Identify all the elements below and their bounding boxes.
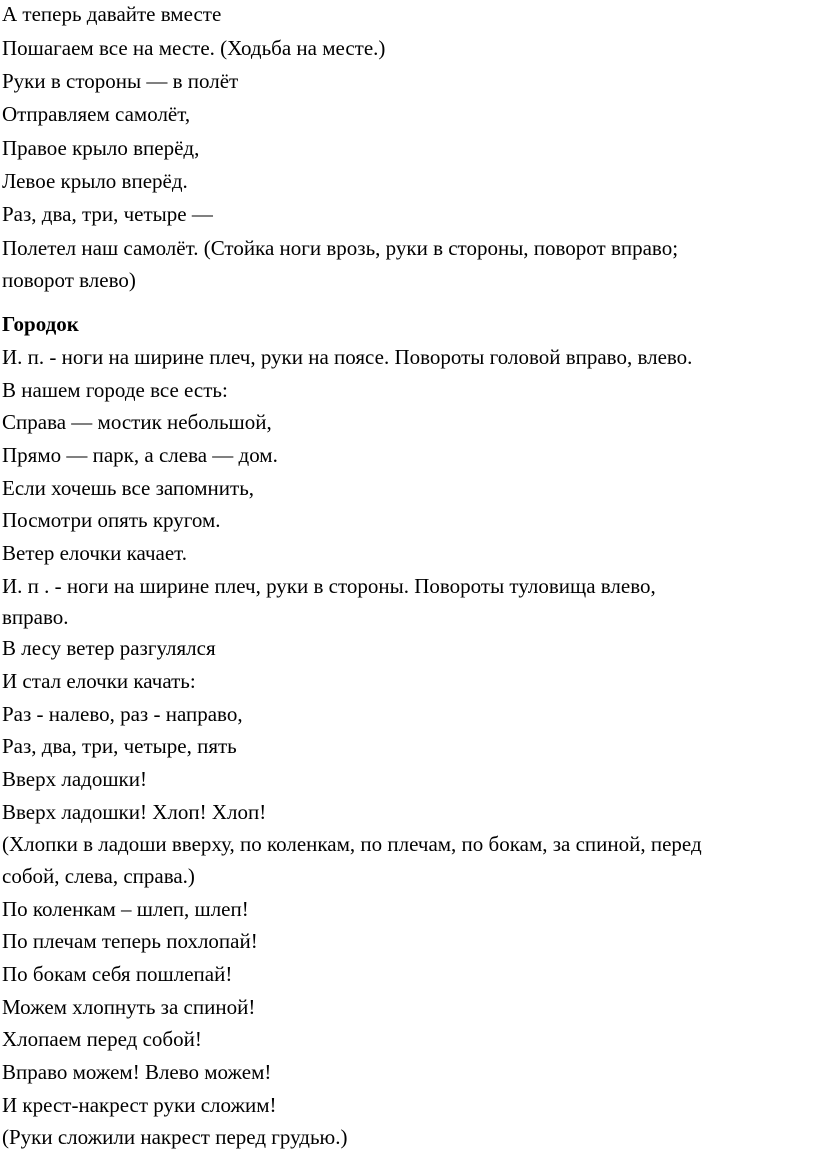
text-line: Посмотри опять кругом. (2, 508, 221, 532)
text-line: Прямо — парк, а слева — дом. (2, 443, 278, 467)
text-line: поворот влево) (2, 268, 136, 292)
text-line: Руки в стороны — в полёт (2, 69, 239, 93)
text-line: Можем хлопнуть за спиной! (2, 995, 256, 1019)
text-line: Правое крыло вперёд, (2, 136, 200, 160)
text-line: И крест-накрест руки сложим! (2, 1093, 277, 1117)
text-line: Пошагаем все на месте. (Ходьба на месте.) (2, 36, 386, 60)
text-line: (Хлопки в ладоши вверху, по коленкам, по плечам, по бокам, за спиной, перед (2, 832, 702, 856)
text-line: Ветер елочки качает. (2, 541, 188, 565)
text-line: Раз - налево, раз - направо, (2, 702, 243, 726)
text-line: И. п. - ноги на ширине плеч, руки на поясе. Повороты головой вправо, влево. (2, 345, 693, 369)
text-line: Полетел наш самолёт. (Стойка ноги врозь, руки в стороны, поворот вправо; (2, 236, 679, 260)
text-line: вправо. (2, 605, 69, 629)
text-line: По плечам теперь похлопай! (2, 929, 258, 953)
text-line: А теперь давайте вместе (2, 2, 222, 26)
text-line: Раз, два, три, четыре — (2, 202, 213, 226)
text-line: И. п . - ноги на ширине плеч, руки в стороны. Повороты туловища влево, (2, 574, 656, 598)
text-line: В лесу ветер разгулялся (2, 636, 216, 660)
text-line: Хлопаем перед собой! (2, 1027, 202, 1051)
text-line: По коленкам – шлеп, шлеп! (2, 897, 249, 921)
section-heading: Городок (2, 312, 79, 336)
text-line: Отправляем самолёт, (2, 102, 191, 126)
text-line: Вправо можем! Влево можем! (2, 1060, 272, 1084)
text-line: Вверх ладошки! (2, 767, 147, 791)
text-line: В нашем городе все есть: (2, 378, 228, 402)
text-line: Раз, два, три, четыре, пять (2, 734, 237, 758)
text-line: (Руки сложили накрест перед грудью.) (2, 1125, 348, 1149)
text-line: По бокам себя пошлепай! (2, 962, 233, 986)
text-line: И стал елочки качать: (2, 669, 196, 693)
text-line: Справа — мостик небольшой, (2, 410, 272, 434)
text-line: Если хочешь все запомнить, (2, 476, 255, 500)
text-line: Левое крыло вперёд. (2, 169, 188, 193)
text-line: Вверх ладошки! Хлоп! Хлоп! (2, 800, 267, 824)
text-line: собой, слева, справа.) (2, 864, 195, 888)
